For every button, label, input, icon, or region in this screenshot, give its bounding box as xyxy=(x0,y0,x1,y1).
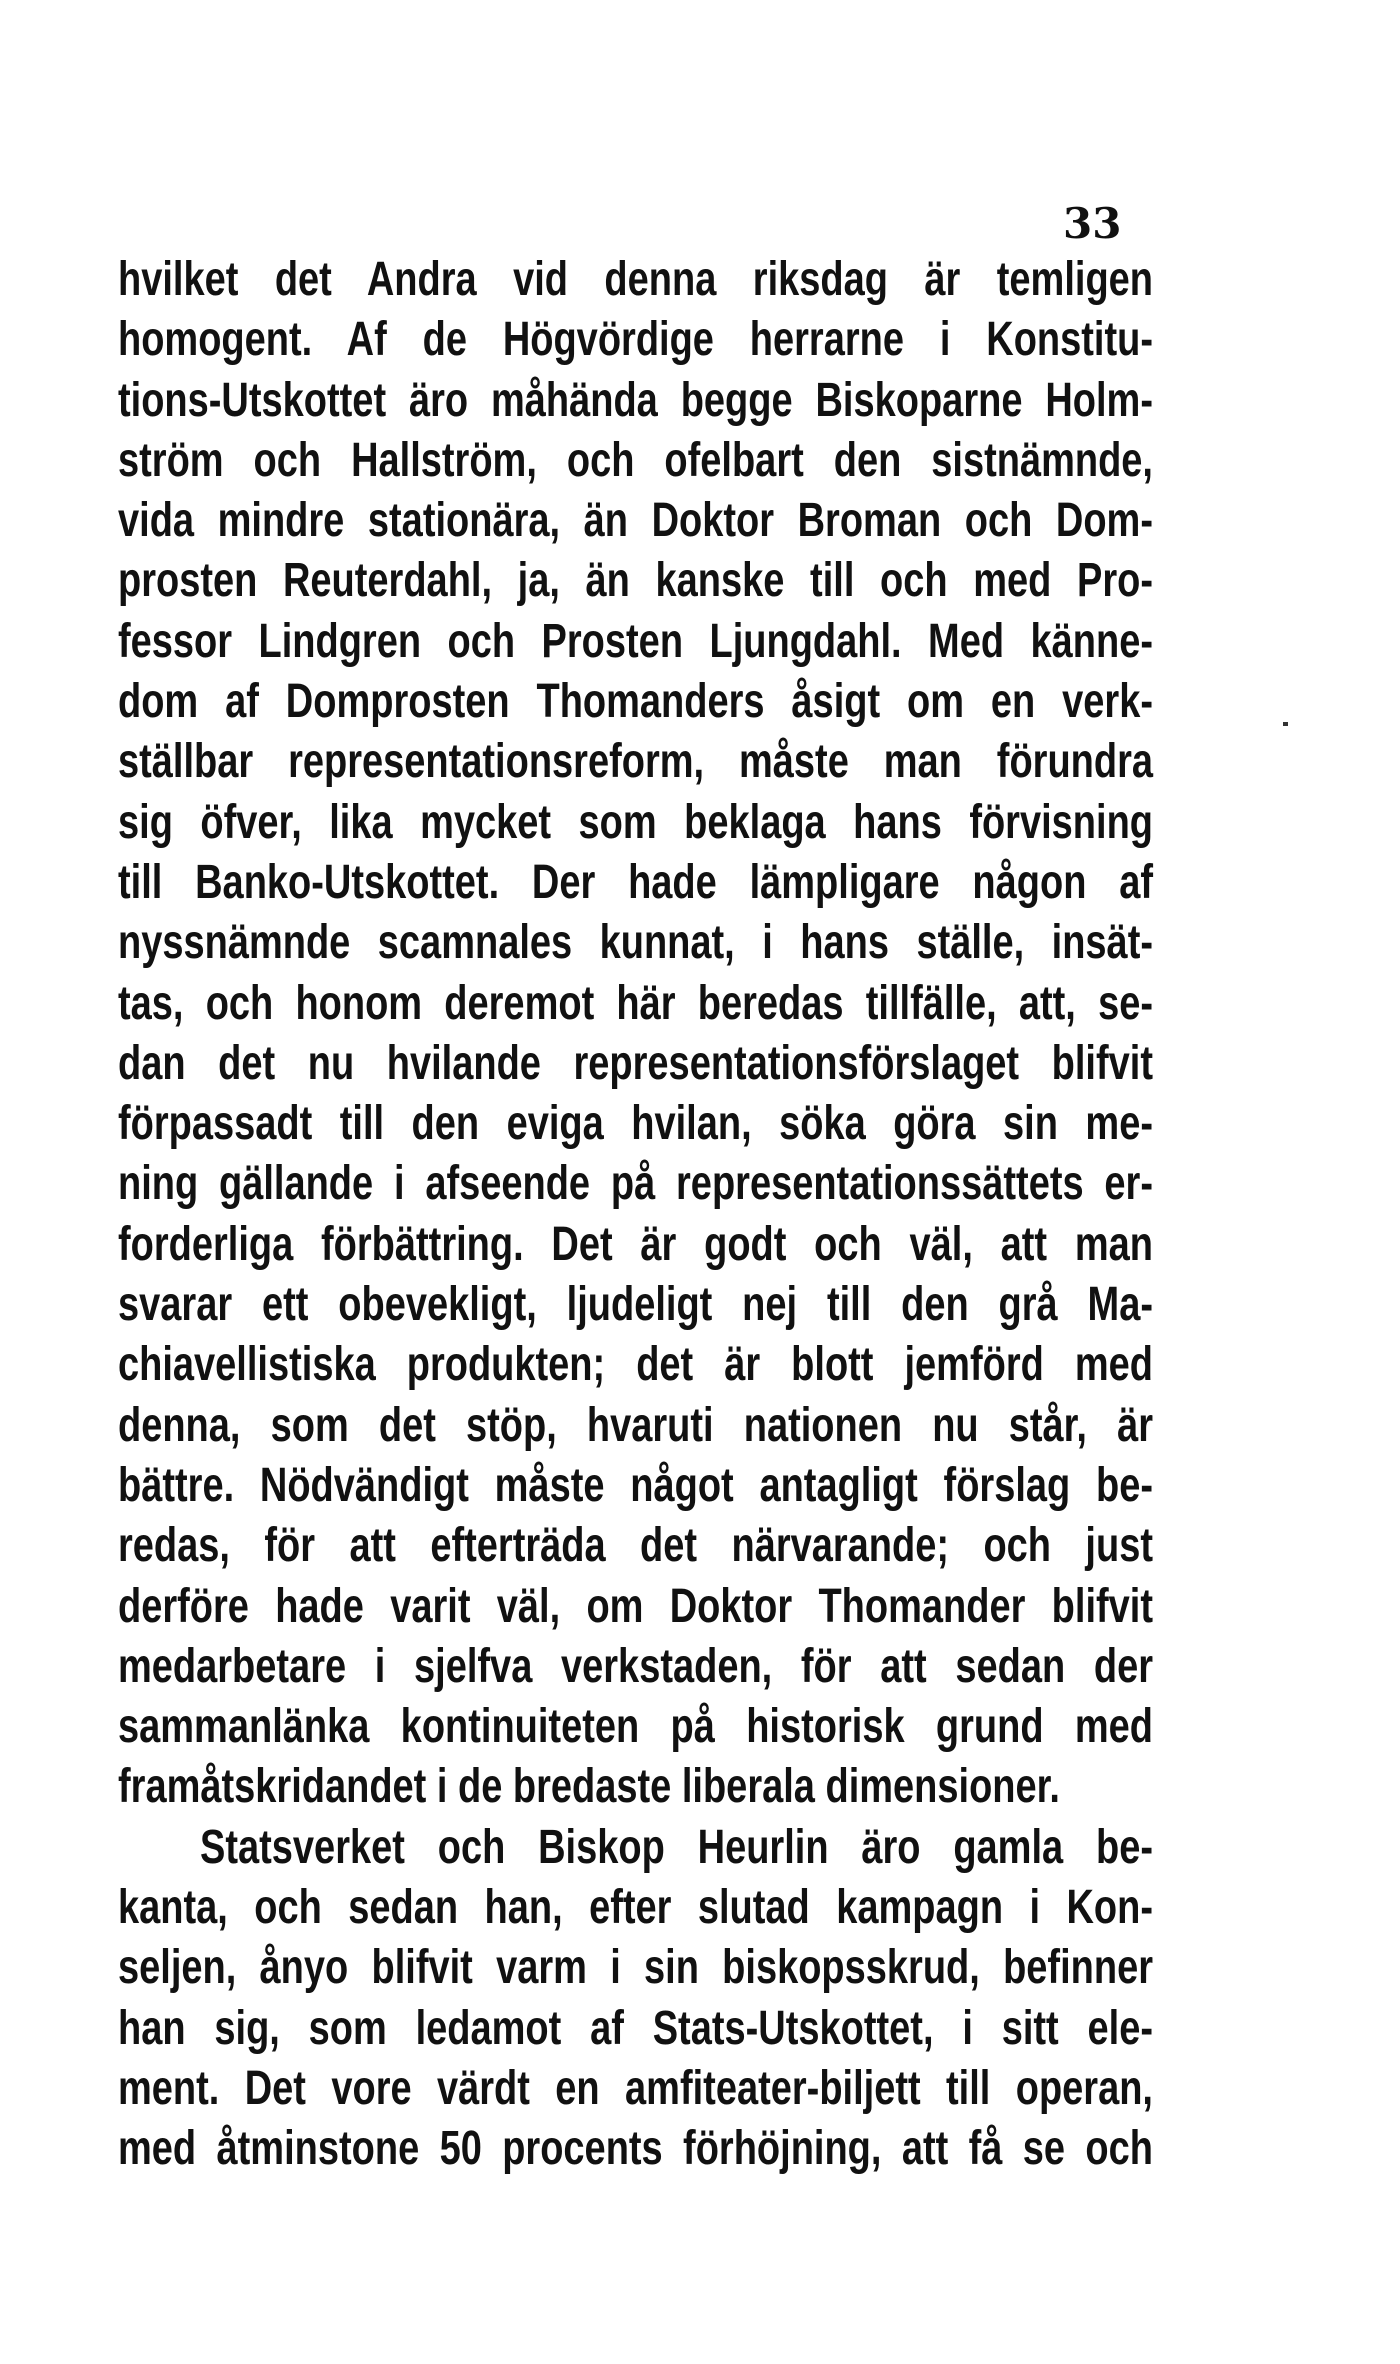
text-line: han sig, som ledamot af Stats-Utskottet, i sitt ele- xyxy=(118,2002,1153,2056)
page-number: 33 xyxy=(1063,199,1122,248)
text-line: vida mindre stationära, än Doktor Broman och Dom- xyxy=(118,494,1153,548)
text-line: sammanlänka kontinuiteten på historisk grund med xyxy=(118,1700,1153,1754)
text-line: kanta, och sedan han, efter slutad kampagn i Kon- xyxy=(118,1881,1153,1935)
text-line: ström och Hallström, och ofelbart den sistnämnde, xyxy=(118,434,1153,488)
text-line: svarar ett obevekligt, ljudeligt nej till den grå Ma- xyxy=(118,1278,1153,1332)
ink-speck xyxy=(1283,722,1288,726)
text-line: forderliga förbättring. Det är godt och väl, att man xyxy=(118,1218,1153,1272)
text-line: homogent. Af de Högvördige herrarne i Konstitu- xyxy=(118,313,1153,367)
text-line: nyssnämnde scamnales kunnat, i hans ställe, insät- xyxy=(118,916,1153,970)
text-line: seljen, ånyo blifvit varm i sin biskopsskrud, befinner xyxy=(118,1941,1153,1995)
paragraph-start-line: Statsverket och Biskop Heurlin äro gamla be- xyxy=(200,1821,1153,1875)
text-line: dom af Domprosten Thomanders åsigt om en verk- xyxy=(118,675,1153,729)
text-line: derföre hade varit väl, om Doktor Thomander blifvit xyxy=(118,1580,1153,1633)
text-line: till Banko-Utskottet. Der hade lämpligare någon af xyxy=(118,856,1153,910)
body-text xyxy=(118,250,1153,2180)
text-line: ställbar representationsreform, måste man förundra xyxy=(118,735,1153,789)
paragraph-end-line: framåtskridandet i de bredaste liberala dimensioner. xyxy=(118,1760,1060,1814)
text-line: hvilket det Andra vid denna riksdag är temligen xyxy=(118,253,1153,307)
text-line: med åtminstone 50 procents förhöjning, att få se och xyxy=(118,2122,1153,2176)
text-line: denna, som det stöp, hvaruti nationen nu står, är xyxy=(118,1399,1153,1453)
text-line: chiavellistiska produkten; det är blott jemförd med xyxy=(118,1338,1153,1392)
text-line: ment. Det vore värdt en amfiteater-biljett till operan, xyxy=(118,2062,1153,2116)
text-line: tas, och honom deremot här beredas tillfälle, att, se- xyxy=(118,977,1153,1030)
text-line: dan det nu hvilande representationsförslaget blifvit xyxy=(118,1037,1153,1091)
text-line: förpassadt till den eviga hvilan, söka göra sin me- xyxy=(118,1097,1153,1151)
text-line: redas, för att efterträda det närvarande; och just xyxy=(118,1519,1153,1573)
text-line: ning gällande i afseende på representationssättets er- xyxy=(118,1157,1153,1211)
text-line: bättre. Nödvändigt måste något antagligt förslag be- xyxy=(118,1459,1153,1513)
text-line: fessor Lindgren och Prosten Ljungdahl. Med känne- xyxy=(118,615,1153,669)
text-line: prosten Reuterdahl, ja, än kanske till och med Pro- xyxy=(118,554,1153,608)
text-line: tions-Utskottet äro måhända begge Biskoparne Holm- xyxy=(118,374,1153,428)
text-line: sig öfver, lika mycket som beklaga hans förvisning xyxy=(118,796,1153,850)
text-line: medarbetare i sjelfva verkstaden, för att sedan der xyxy=(118,1640,1153,1694)
